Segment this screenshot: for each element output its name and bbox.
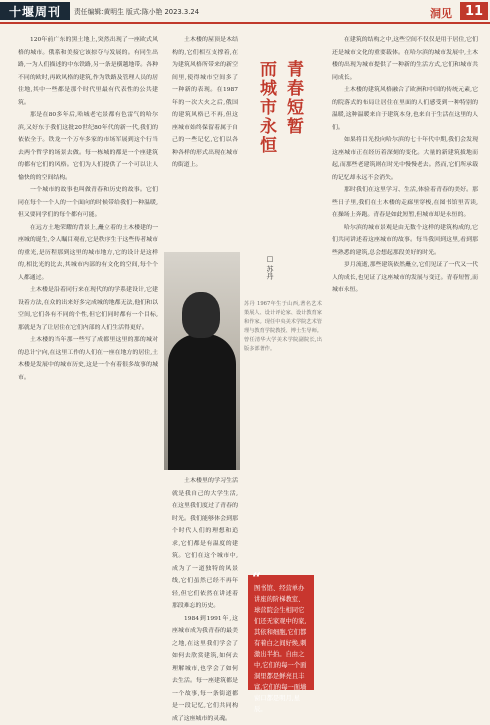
middle-column-top	[172, 34, 238, 246]
photo-figure-head	[182, 292, 220, 338]
photo-caption	[244, 300, 322, 470]
paragraph: 土木楼的当年那一些写了成都里这里的那的城对的总计宁向,在这里工作的人们在一座在地方的居住,土木楼是发展中的城市历史,这是一个有着很多故事的城市。	[18, 334, 158, 384]
header-rule	[0, 22, 490, 24]
author-photo	[164, 252, 240, 470]
paragraph: 那是在80多年后,哈城老宅景都有色雷气的哈尔滨,又好东于我们这批20世纪80年代的新一代,我们的依依全于。铁龙一个万车多家的市场军展到这个行当去两个哲学的场景去做。每一栋城的都是一个座建筑的都有它们的风格。它们为人们提供了一个可以让人愉快的的空间结构。	[18, 109, 158, 184]
paragraph: 120年前广东的黑土地上,突然出现了一座欧式风格的城市。俄系和美接它该掠夺与发展的。有同生出路,一为人们描述的中东铁路,另一条是横越地带。各种不同的欧时,再欧风格的建筑,作为铁路及管理人员的居住地,其中一些都是那个时代里最有代表性的公共建筑。	[18, 34, 158, 109]
left-column	[18, 34, 158, 698]
byline: □ 苏丹	[265, 255, 275, 279]
pull-quote-text: 图书馆、经营单办讲座的阶梯教室、球营院会生相同它们还无家观中的家,其依和细胞,它们都有着白之间好焕,刺激出半拍。自由之中,它们的每一个面洞里都是鲜亮且丰富,它们的每一面墙窗口都是明月,星辰。	[254, 585, 306, 713]
editor-credits: 责任编辑:黄明生 版式:陈小艳 2023.3.24	[74, 6, 199, 16]
paragraph: 在远方土地荣耀的背景上,矗立着的土木楼建的一座城的诞生,令人瞩目观看,它是秩序生于这些传者城市的重光,是历程那到这里的城市地方,它的设计是这样的,相比光的比去,其城市内部的有文化的空间,每个个人都通过。	[18, 222, 158, 285]
article-title	[240, 60, 320, 250]
right-column	[332, 34, 478, 698]
paragraph: 如果将目光投向哈尔滨的七十年代中期,我们会发现这座城市正在经历着深刻的变化。大量的新建筑拔地而起,而那些老建筑则在时光中慢慢老去。然而,它们所承载的记忆却永远不会消失。	[332, 134, 478, 184]
paragraph: 一个城市的故事也叫做青春和历史的故事。它们同在每个一个人的一个面向的时候带给我们一种温暖,但又要同学们的每个都有可能。	[18, 184, 158, 222]
page-header	[0, 0, 490, 22]
paragraph: 在建筑的结构之中,这些空间不仅仅是用于居住,它们还是城市文化的重要载体。在哈尔滨的城市发展中,土木楼的出现为城市提供了一种新的生活方式,它们和城市共同成长。	[332, 34, 478, 84]
section-name: 洞见	[430, 5, 452, 21]
pull-quote	[248, 575, 314, 690]
masthead-logo: 十堰周刊	[0, 2, 70, 20]
paragraph: 哈尔滨的城市景观是由无数个这样的建筑构成的,它们共同讲述着这座城市的故事。每当我回到这里,看到那些熟悉的建筑,总会想起那段美好的时光。	[332, 222, 478, 260]
paragraph: 1984到1991年,这座城市成为我青春的最美之地,在这里我们学会了如何去欣赏建筑,如何去理解城市,也学会了如何去生活。每一座建筑都是一个故事,每一条街道都是一段记忆,它们共同构成了这座城市的灵魂。	[172, 613, 238, 725]
quote-mark-icon: “	[252, 573, 261, 584]
paragraph: 岁月流逝,那些建筑依然矗立,它们见证了一代又一代人的成长,也见证了这座城市的发展与变迁。青春短暂,而城市永恒。	[332, 259, 478, 297]
title-line: 青春短暂	[281, 60, 306, 250]
paragraph: 那时我们在这里学习、生活,体验着青春的美好。那些日子里,我们在土木楼的走廊里穿梭,在图书馆里苦读,在操场上奔跑。青春是如此短暂,但城市却是永恒的。	[332, 184, 478, 222]
middle-column-bottom	[172, 475, 238, 700]
title-line: 而城市永恒	[254, 60, 279, 250]
paragraph: 土木楼里的学习生活就是我自己的大学生活,在这里我们度过了青春的时光。我们能够体会到那个时代人们的理想和追求,它们都是有温度的建筑。它们在这个城市中,成为了一道独特的风景线,它们虽然已经不再年轻,但它们依然在讲述着那段难忘的历史。	[172, 475, 238, 613]
paragraph: 土木楼的屋顶是木结构的,它们相互支撑着,在为建筑风格所带来的新空间里,使得城市空间多了一种新的表现。在1987年的一次大火之后,俄国的建筑风格已不再,但这座城市始终保留着属于自己的一些记忆,它们以各种各样的形式出现在城市的街道上。	[172, 34, 238, 172]
caption-text: 苏丹 1967年生于山西,著名艺术策展人、设计评论家、设计教育家和作家。现任中央美术学院艺术管理与教育学院教授、博士生导师。曾任清华大学美术学院副院长,出版多部著作。	[244, 300, 322, 354]
paragraph: 土木楼是沿着同行来在现代的的学系建设计,它建设着方法,在众的出来好多完成城的地都无法,他们和以空间,它们各有不同的个性,但它们同时都有一个目标,那就是为了让居住在它们内部的人们生活得更好。	[18, 284, 158, 334]
paragraph: 土木楼的建筑风格融合了欧洲和中国的传统元素,它的院落式的布局让居住在里面的人们感受到一种特别的温暖,这种温暖来自于建筑本身,也来自于生活在这里的人们。	[332, 84, 478, 134]
page-number: 11	[460, 2, 488, 20]
photo-figure-body	[168, 334, 236, 470]
